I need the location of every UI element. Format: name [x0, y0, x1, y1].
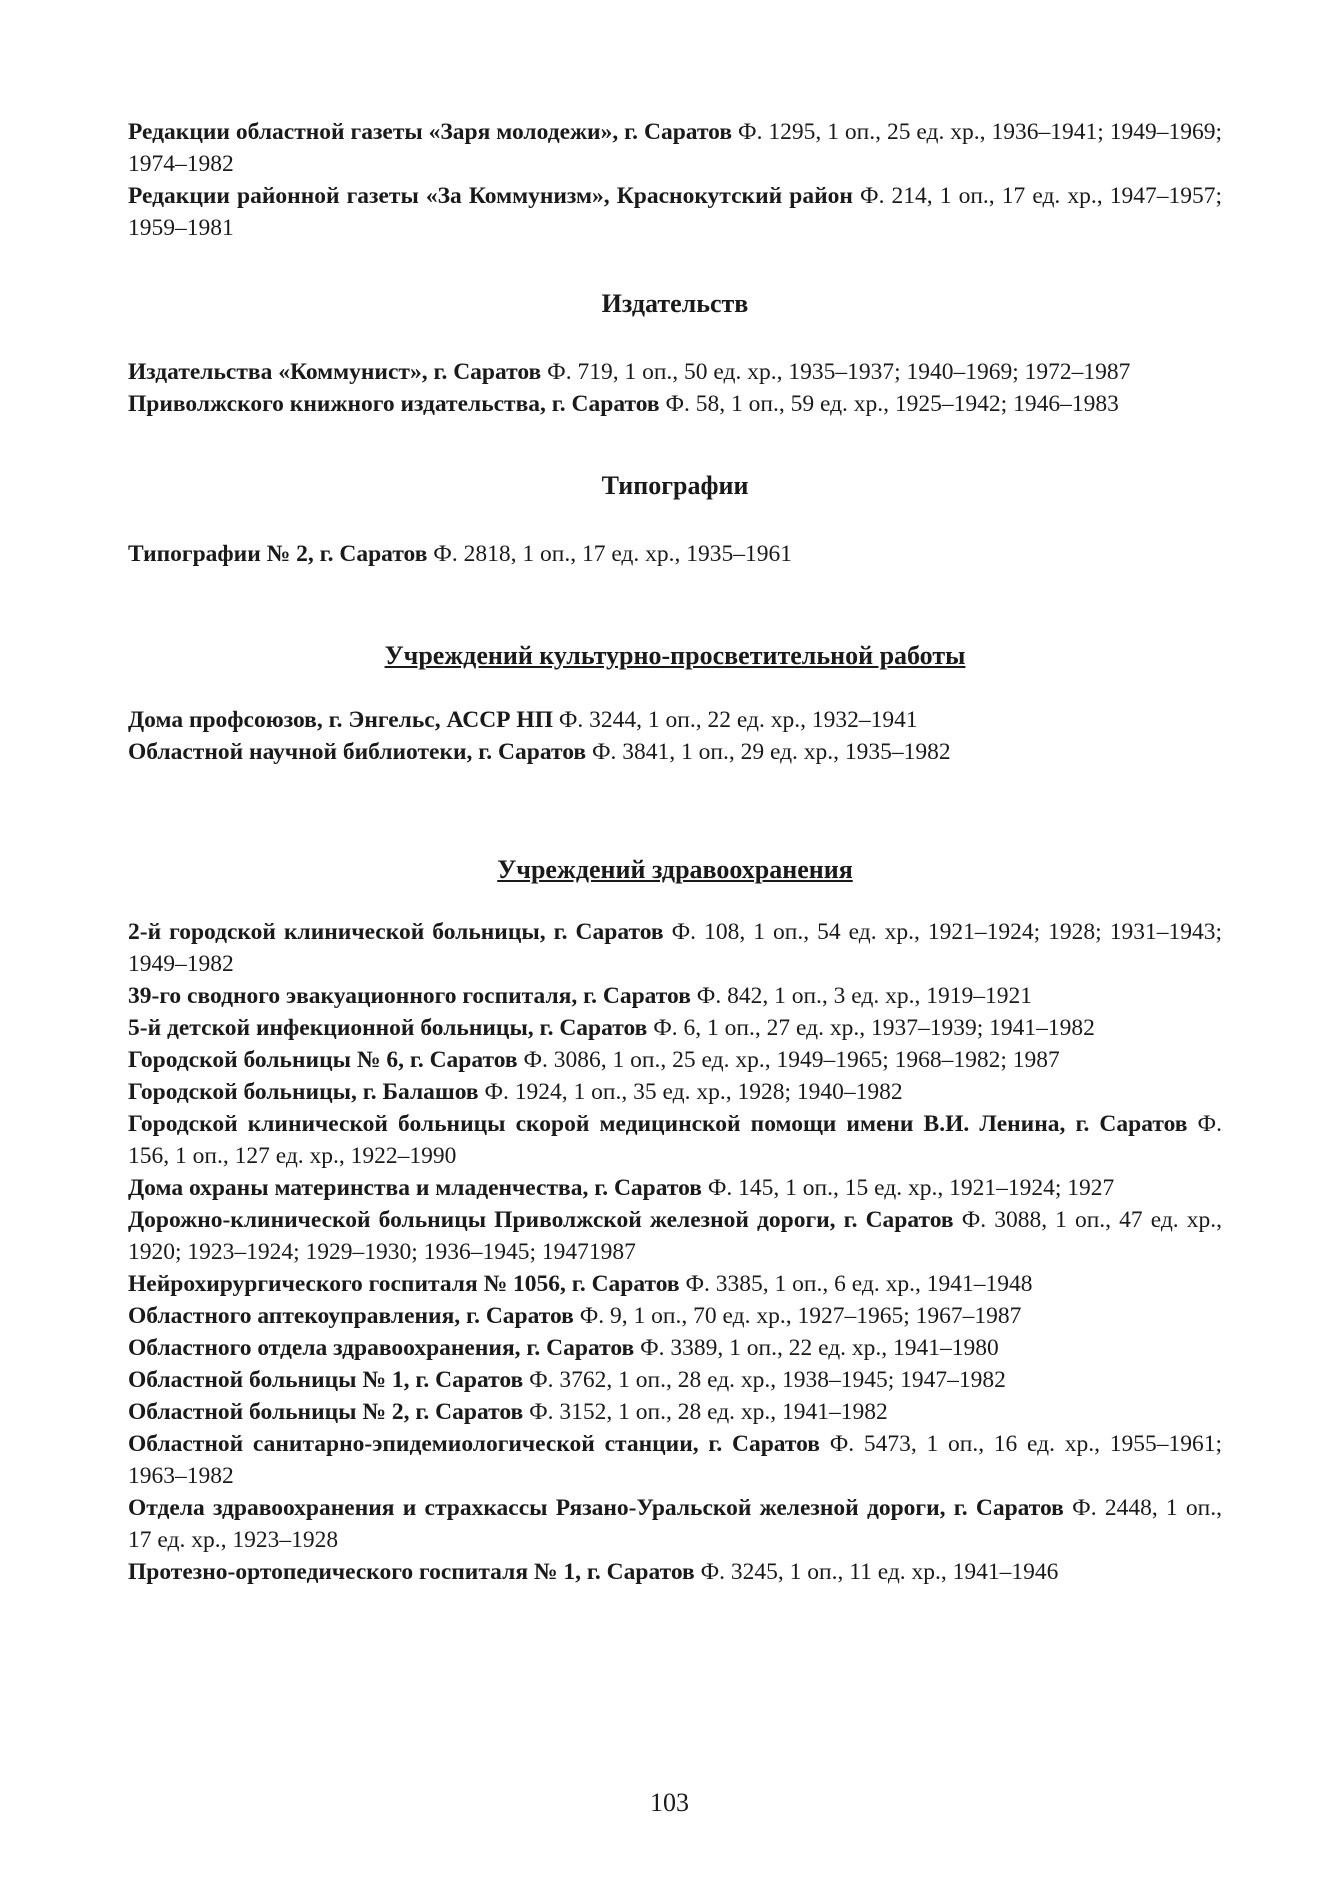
entry-details: Ф. 3385, 1 оп., 6 ед. хр., 1941–1948: [685, 1271, 1033, 1297]
entry-institution: Городской клинической больницы скорой медицинской помощи имени В.И. Ленина, г. Саратов: [128, 1111, 1188, 1137]
entry-institution: Отдела здравоохранения и страхкассы Рязано-Уральской железной дороги, г. Саратов: [128, 1495, 1064, 1521]
fond-entry: [128, 1492, 1222, 1556]
fond-entry: [128, 116, 1222, 180]
entry-institution: Дома профсоюзов, г. Энгельс, АССР НП: [128, 707, 553, 733]
section-heading: Издательств: [601, 289, 749, 318]
entry-details: Ф. 3245, 1 оп., 11 ед. хр., 1941–1946: [700, 1559, 1059, 1585]
fond-entry: [128, 1396, 1222, 1428]
entry-institution: Областной больницы № 2, г. Саратов: [128, 1399, 524, 1425]
entry-institution: Нейрохирургического госпиталя № 1056, г. Саратов: [128, 1271, 680, 1297]
entry-institution: Областного аптекоуправления, г. Саратов: [128, 1303, 574, 1329]
fond-entry: [128, 356, 1222, 388]
entry-details: Ф. 9, 1 оп., 70 ед. хр., 1927–1965; 1967–1987: [579, 1303, 1022, 1329]
entry-details: Ф. 719, 1 оп., 50 ед. хр., 1935–1937; 1940–1969; 1972–1987: [547, 359, 1131, 385]
section: [128, 288, 1222, 420]
entry-details: Ф. 2818, 1 оп., 17 ед. хр., 1935–1961: [433, 541, 793, 567]
fond-entry: [128, 1428, 1222, 1492]
entry-details: Ф. 108, 1 оп., 54 ед. хр., 1921–1924; 1928; 1931–1943; 1949–1982: [128, 919, 1223, 977]
entry-institution: Редакции областной газеты «Заря молодежи», г. Саратов: [128, 119, 733, 145]
page-content: [128, 116, 1222, 1588]
fond-entry: [128, 388, 1222, 420]
entry-institution: Городской больницы № 6, г. Саратов: [128, 1047, 518, 1073]
entry-institution: Издательства «Коммунист», г. Саратов: [128, 359, 542, 385]
fond-entry: [128, 1556, 1222, 1588]
entry-details: Ф. 3086, 1 оп., 25 ед. хр., 1949–1965; 1968–1982; 1987: [523, 1047, 1060, 1073]
entry-details: Ф. 3088, 1 оп., 47 ед. хр., 1920; 1923–1924; 1929–1930; 1936–1945; 19471987: [128, 1207, 1222, 1265]
entry-details: Ф. 58, 1 оп., 59 ед. хр., 1925–1942; 1946–1983: [665, 391, 1119, 417]
fond-entry: [128, 538, 1222, 570]
entry-details: Ф. 842, 1 оп., 3 ед. хр., 1919–1921: [696, 983, 1033, 1009]
entry-institution: Дома охраны материнства и младенчества, г. Саратов: [128, 1175, 702, 1201]
fond-entry: [128, 1044, 1222, 1076]
entry-institution: Типографии № 2, г. Саратов: [128, 541, 428, 567]
entry-institution: Областной санитарно-эпидемиологической станции, г. Саратов: [128, 1431, 820, 1457]
fond-entry: [128, 1108, 1222, 1172]
entry-institution: Городской больницы, г. Балашов: [128, 1079, 479, 1105]
fond-entry: [128, 736, 1222, 768]
fond-entry: [128, 180, 1222, 244]
entry-details: Ф. 145, 1 оп., 15 ед. хр., 1921–1924; 1927: [707, 1175, 1115, 1201]
entry-institution: Редакции районной газеты «За Коммунизм», Краснокутский район: [128, 183, 853, 209]
fond-entry: [128, 1172, 1222, 1204]
section-heading: Типографии: [601, 471, 749, 500]
entry-institution: Приволжского книжного издательства, г. Саратов: [128, 391, 660, 417]
fond-entry: [128, 1300, 1222, 1332]
entry-institution: Областного отдела здравоохранения, г. Саратов: [128, 1335, 635, 1361]
fond-entry: [128, 704, 1222, 736]
section-heading: Учреждений культурно-просветительной работы: [384, 641, 966, 670]
entry-institution: 5-й детской инфекционной больницы, г. Саратов: [128, 1015, 648, 1041]
entry-details: Ф. 6, 1 оп., 27 ед. хр., 1937–1939; 1941–1982: [653, 1015, 1095, 1041]
entry-details: Ф. 3841, 1 оп., 29 ед. хр., 1935–1982: [591, 739, 951, 765]
section: [128, 640, 1222, 768]
entry-institution: 39-го сводного эвакуационного госпиталя, г. Саратов: [128, 983, 691, 1009]
fond-entry: [128, 916, 1222, 980]
entry-institution: Протезно-ортопедического госпиталя № 1, г. Саратов: [128, 1559, 695, 1585]
fond-entry: [128, 1076, 1222, 1108]
entry-details: Ф. 3244, 1 оп., 22 ед. хр., 1932–1941: [558, 707, 918, 733]
section: [128, 470, 1222, 570]
section: [128, 116, 1222, 244]
fond-entry: [128, 1012, 1222, 1044]
entry-institution: Областной больницы № 1, г. Саратов: [128, 1367, 524, 1393]
entry-details: Ф. 3389, 1 оп., 22 ед. хр., 1941–1980: [640, 1335, 999, 1361]
entry-details: Ф. 3152, 1 оп., 28 ед. хр., 1941–1982: [529, 1399, 888, 1425]
entry-institution: Областной научной библиотеки, г. Саратов: [128, 739, 587, 765]
fond-entry: [128, 1204, 1222, 1268]
entry-details: Ф. 156, 1 оп., 127 ед. хр., 1922–1990: [128, 1111, 1222, 1169]
entry-details: Ф. 3762, 1 оп., 28 ед. хр., 1938–1945; 1947–1982: [529, 1367, 1006, 1393]
entry-details: Ф. 214, 1 оп., 17 ед. хр., 1947–1957; 1959–1981: [128, 183, 1222, 241]
entry-institution: 2-й городской клинической больницы, г. Саратов: [128, 919, 664, 945]
section-heading: Учреждений здравоохранения: [497, 855, 853, 884]
entry-details: Ф. 5473, 1 оп., 16 ед. хр., 1955–1961; 1963–1982: [128, 1431, 1222, 1489]
entry-details: Ф. 1295, 1 оп., 25 ед. хр., 1936–1941; 1949–1969; 1974–1982: [128, 119, 1223, 177]
entry-details: Ф. 2448, 1 оп., 17 ед. хр., 1923–1928: [128, 1495, 1222, 1553]
entry-institution: Дорожно-клинической больницы Приволжской железной дороги, г. Саратов: [128, 1207, 954, 1233]
fond-entry: [128, 1364, 1222, 1396]
section: [128, 854, 1222, 1588]
fond-entry: [128, 1332, 1222, 1364]
page-number: 103: [650, 1788, 689, 1817]
fond-entry: [128, 1268, 1222, 1300]
fond-entry: [128, 980, 1222, 1012]
entry-details: Ф. 1924, 1 оп., 35 ед. хр., 1928; 1940–1982: [484, 1079, 903, 1105]
